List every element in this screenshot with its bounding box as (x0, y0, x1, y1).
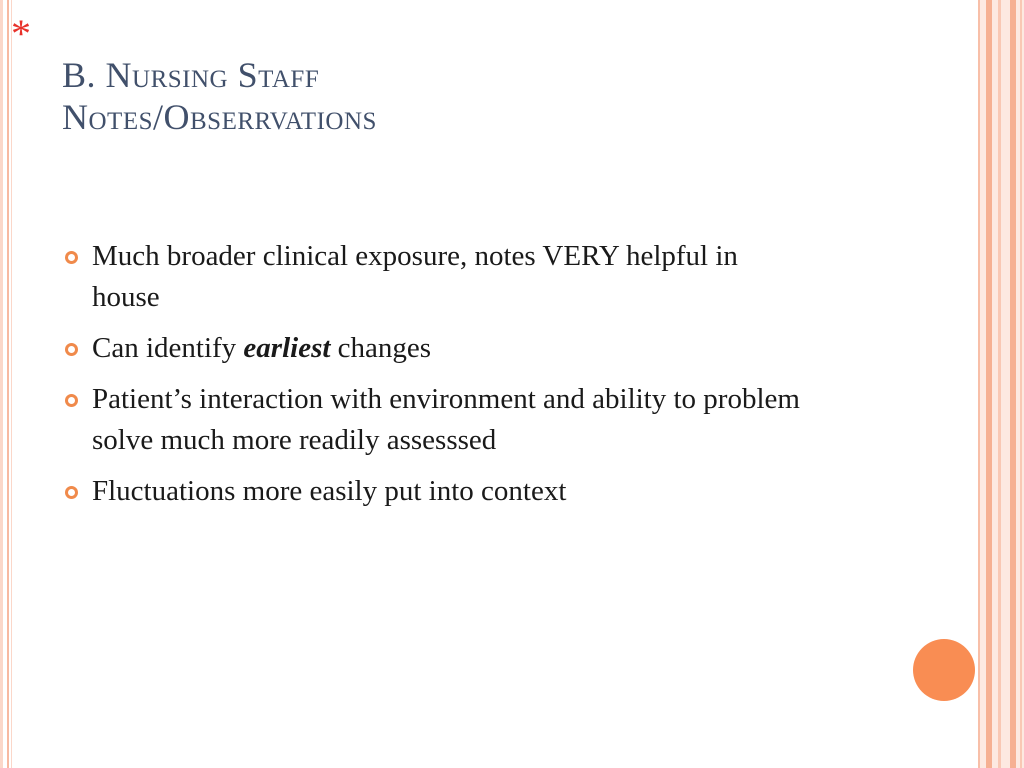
right-edge-stripe (998, 0, 1001, 768)
left-edge-stripe (0, 0, 3, 768)
bullet-text: Fluctuations more easily put into context (92, 475, 567, 507)
bullet-icon (65, 394, 78, 407)
right-edge-stripe (1020, 0, 1022, 768)
left-edge-stripe (11, 0, 12, 768)
bullet-text: Patient’s interaction with environment and ability to problem solve much more readily assesssed (92, 383, 800, 456)
corner-asterisk-mark: * (11, 11, 31, 56)
right-edge-stripe (1010, 0, 1016, 768)
bullet-icon (65, 486, 78, 499)
bullet-item (62, 471, 802, 512)
right-edge-stripe (978, 0, 980, 768)
slide-title (62, 54, 922, 138)
bullet-list (62, 236, 802, 522)
left-edge-stripe (7, 0, 9, 768)
bullet-item (62, 328, 802, 369)
right-edge-band (978, 0, 1024, 768)
bullet-text: Much broader clinical exposure, notes VERY helpful in house (92, 240, 738, 313)
bullet-text-before: Can identify (92, 332, 244, 364)
bullet-icon (65, 251, 78, 264)
right-edge-stripe (986, 0, 992, 768)
bullet-item (62, 379, 802, 461)
bullet-emphasis: earliest (243, 332, 331, 364)
bullet-icon (65, 343, 78, 356)
orange-circle-decoration (913, 639, 975, 701)
bullet-item (62, 236, 802, 318)
slide-title-line: B. Nursing Staff (62, 55, 320, 95)
slide-title-line: Notes/Obserrvations (62, 97, 377, 137)
bullet-text-after: changes (330, 332, 432, 364)
